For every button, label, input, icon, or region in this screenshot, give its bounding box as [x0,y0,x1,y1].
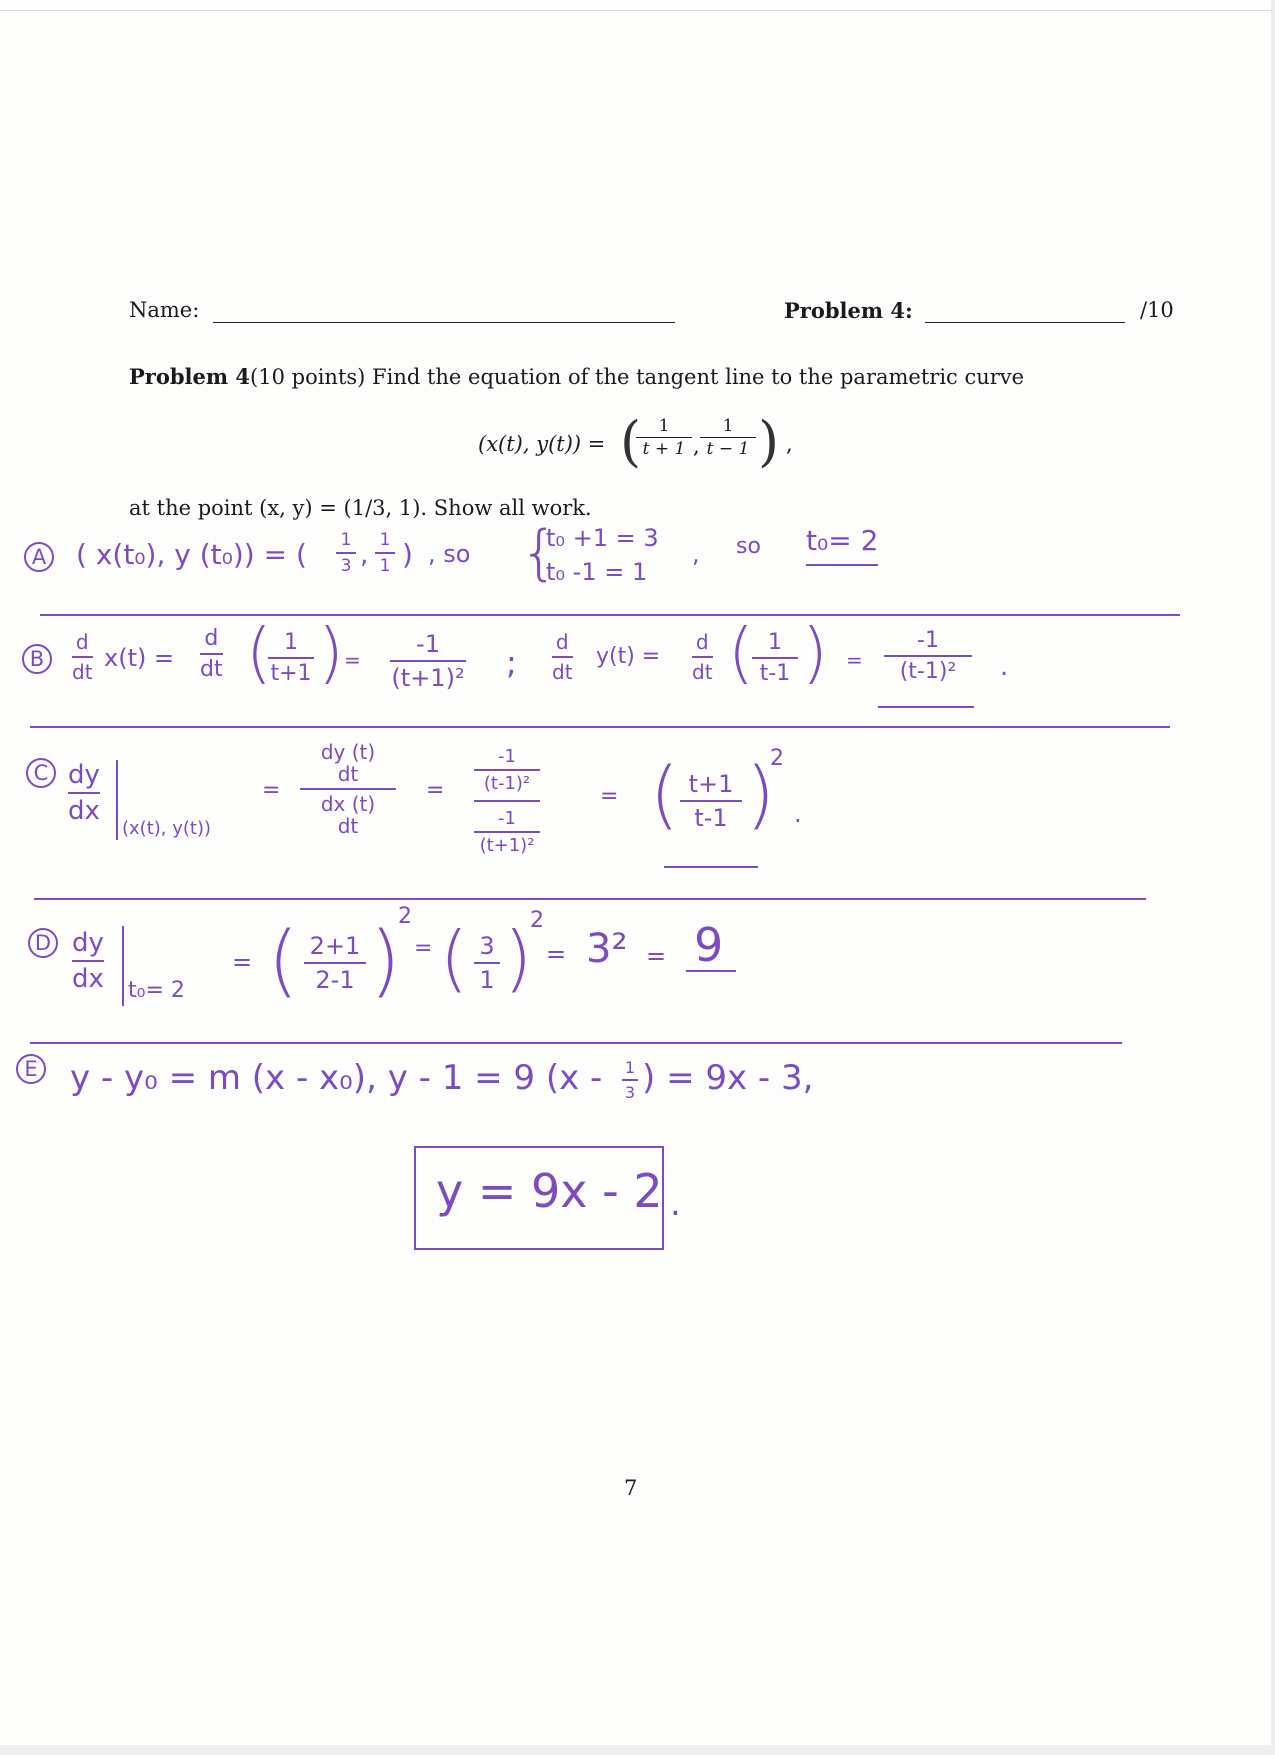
step-c-exponent: 2 [770,746,784,771]
step-a-comma: , [360,540,369,570]
name-label: Name: [129,298,200,322]
step-d-power: 3² [586,926,628,972]
divider-d-e [30,1042,1122,1044]
step-e-line: y - y₀ = m (x - x₀), y - 1 = 9 (x - [70,1058,603,1098]
step-d-eq-4: = [646,942,667,970]
final-answer-dot: . [670,1184,681,1224]
step-a-frac-1: 1 3 [336,530,356,576]
step-d-eq-2: = [414,936,433,961]
step-c-eq-1: = [262,778,281,803]
problem-points: (10 points) [250,365,366,389]
step-b-semicolon: ; [506,644,517,682]
step-a-so: , so [428,540,471,568]
step-c-dydx: dy dx [68,760,100,826]
scan-edge-right [1271,0,1275,1755]
problem-heading: Problem 4 [129,364,251,389]
curve-lhs: (x(t), y(t)) = [478,432,606,456]
step-d-eval-at: t₀= 2 [128,978,185,1003]
step-b-eq-2: = [846,648,863,672]
step-d-eval-bar [122,926,124,1006]
curve-frac-1-den: t + 1 [642,439,686,459]
curve-frac-2-den: t − 1 [706,439,750,459]
step-d-result: 9 [694,918,724,972]
step-a-brace: { [520,518,559,588]
step-b-eq-1: = [344,648,361,672]
curve-trailing-comma: , [786,432,793,456]
step-b-frac-x: 1 t+1 [268,630,314,686]
problem-statement [129,364,1024,389]
step-a-so-2: so [736,534,761,559]
point-statement: at the point (x, y) = (1/3, 1). Show all work. [129,496,592,520]
step-a-system-1: t₀ +1 = 3 [546,524,659,552]
step-a-mark: A [24,542,54,572]
step-d-frac-1: 2+1 2-1 [304,932,366,994]
step-e-mark: E [16,1054,46,1084]
step-c-mark: C [26,758,56,788]
step-d-frac-2: 3 1 [474,932,500,994]
step-b-xt: x(t) = [104,644,175,672]
curve-close-paren: ) [758,410,780,473]
step-b-ddt-4: d dt [692,630,713,684]
score-total: /10 [1140,298,1174,322]
step-a-result: t₀= 2 [806,524,879,557]
exam-page: Name: Problem 4: /10 Problem 4(10 points) Find the equation of the tangent line to the parametric curve (x(t), y(t)) = ( 1 t + 1 , 1 t − 1 ) , at the point (x, y) = (1/3, 1). Show all work. A ( x(t₀), y (t₀)) = ( 1 3 , 1 1 ) , so { t₀ +1 = 3 t₀ -1 = 1 , so t₀= 2 B d dt x(t) = d dt ( 1 t+1 ) = -1 (t+1)² ; d dt y(t) = d dt ( 1 t-1 ) = -1 (t-1)² . C dy dx (x(t), y(t)) = dy (t) dt dx (t) dt = -1 (t-1)² -1 (t+1)² = ( t+1 t-1 ) 2 . D dy dx t₀= 2 = ( 2+1 2-1 ) 2 = ( 3 1 ) 2 = 3² = 9 E y - y₀ = m (x - x₀), y - 1 = 9 (x - 1 3 ) = 9x - 3, y = 9x - 2 . 7 [0,0,1275,1755]
scan-edge-bottom [0,1745,1275,1755]
divider-c-d [34,898,1146,900]
step-b-ddt-3: d dt [552,630,573,684]
step-a-sep: , [692,540,700,568]
step-b-yt: y(t) = [596,644,661,669]
scan-edge-top [0,10,1275,11]
curve-frac-2 [700,416,756,459]
step-d-dydx: dy dx [72,928,104,994]
step-a-frac-2: 1 1 [375,530,395,576]
step-b-mark: B [22,644,52,674]
step-b-ddt-2: d dt [200,626,223,682]
score-blank [925,322,1125,323]
name-blank [213,322,675,323]
step-d-eq-3: = [546,940,567,968]
step-c-dot: . [794,800,802,828]
step-b-ddt-1: d dt [72,630,93,684]
step-d-underline [686,970,736,972]
problem-label: Problem 4: [784,298,913,323]
step-e-tail: ) = 9x - 3, [642,1058,814,1098]
step-b-xprime: -1 (t+1)² [391,630,465,692]
step-e-third: 1 3 [622,1058,638,1102]
step-d-eq-1: = [232,948,253,976]
curve-comma: , [693,434,700,458]
step-b-yprime: -1 (t-1)² [884,628,972,684]
step-c-underline [664,866,758,868]
step-b-underline [878,706,974,708]
step-a-close: ) [402,538,413,571]
step-c-ratio: dy (t) dt dx (t) dt [300,740,396,838]
step-d-mark: D [28,928,58,958]
step-a-lhs: ( x(t₀), y (t₀)) = ( [76,538,307,571]
step-d-exp-2: 2 [530,908,544,933]
step-b-frac-y: 1 t-1 [752,630,798,686]
step-c-eval-bar [116,760,118,840]
curve-frac-1 [636,416,692,459]
step-b-dot: . [1000,652,1009,682]
curve-open-paren: ( [620,410,642,473]
page-number: 7 [624,1476,638,1500]
problem-prompt: Find the equation of the tangent line to the parametric curve [365,365,1025,389]
step-c-eval-at: (x(t), y(t)) [122,818,211,839]
step-c-eq-2: = [426,778,445,803]
step-c-ratio-2: -1 (t-1)² -1 (t+1)² [474,746,540,856]
curve-frac-1-num: 1 [658,416,670,436]
final-answer: y = 9x - 2 [436,1164,663,1218]
step-c-eq-3: = [600,784,619,809]
curve-frac-2-num: 1 [722,416,734,436]
step-a-system-2: t₀ -1 = 1 [546,558,648,586]
divider-b-c [30,726,1170,728]
step-d-exp-1: 2 [398,904,412,929]
divider-a-b [40,614,1180,616]
step-c-final-frac: t+1 t-1 [680,770,742,832]
step-a-result-underline [806,564,878,566]
